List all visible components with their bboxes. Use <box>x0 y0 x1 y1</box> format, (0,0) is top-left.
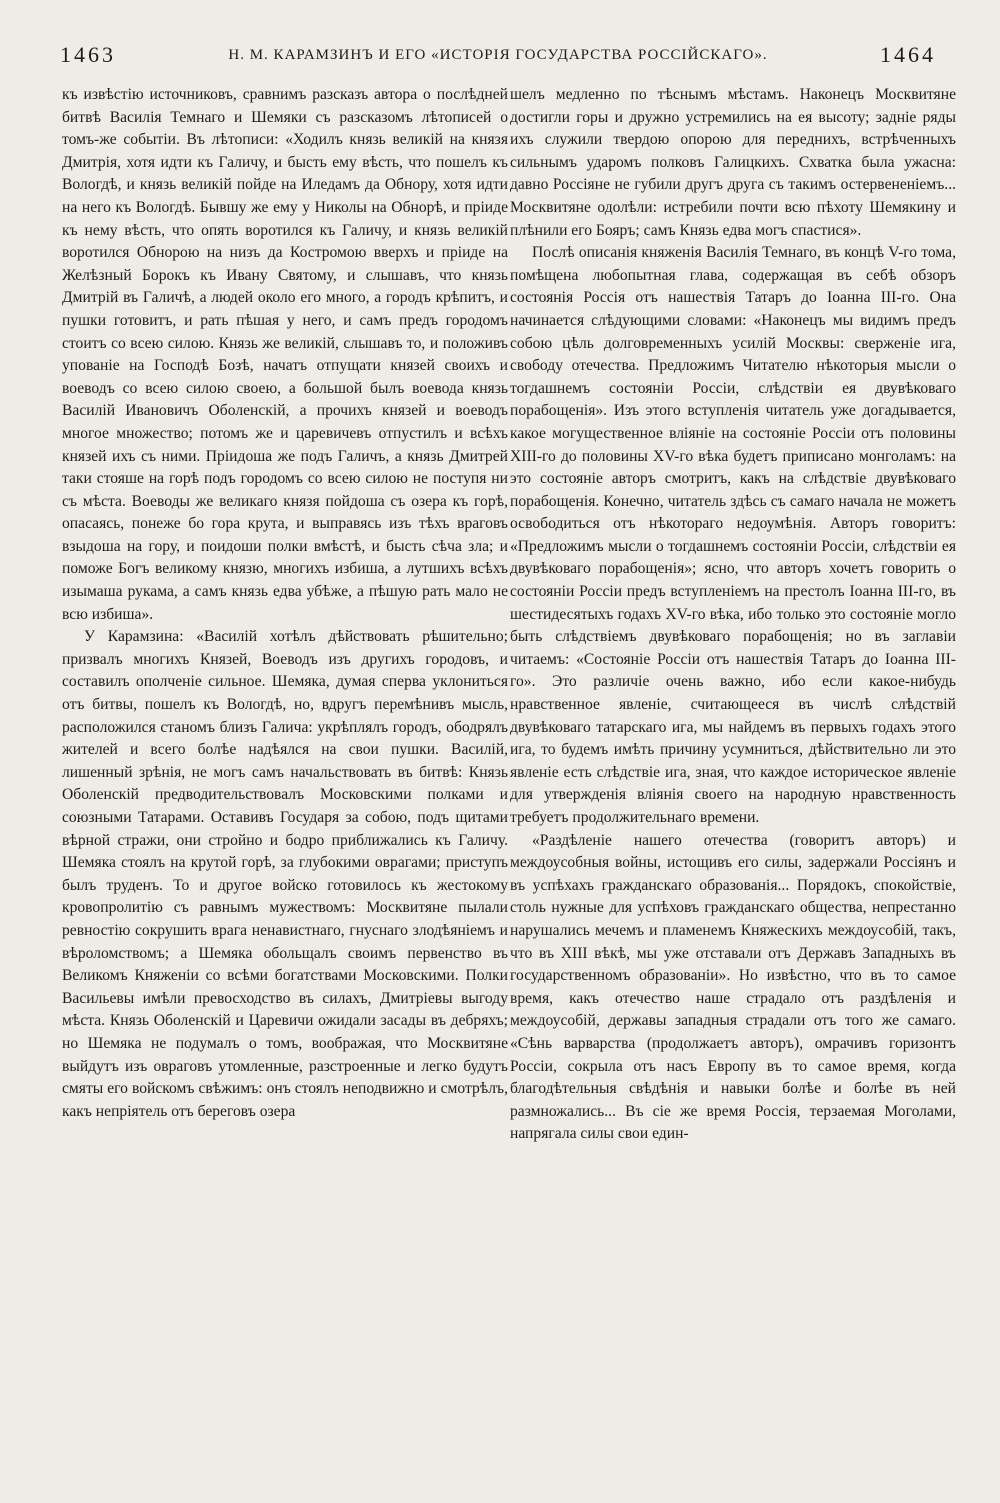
left-column <box>62 84 508 1474</box>
running-title: Н. М. КАРАМЗИНЪ И ЕГО «ИСТОРІЯ ГОСУДАРСТВА РОССІЙСКАГО». <box>228 46 768 63</box>
paragraph: шелъ медленно по тѣснымъ мѣстамъ. Наконецъ Москвитяне достигли горы и дружно устремились на ея высоту; задніе ряды ихъ служили твердою опорою для переднихъ, встрѣченныхъ сильнымъ ударомъ полковъ Галицкихъ. Схватка была ужасна: давно Россіяне не губили другъ друга съ такимъ остервененіемъ... Москвитяне одолѣли: истребили почти всю пѣхоту Шемякину и плѣнили его Бояръ; самъ Князь едва могъ спастися». <box>510 86 956 239</box>
paragraph: Послѣ описанія княженія Василія Темнаго, въ концѣ V-го тома, помѣщена любопытная глава, содержащая въ себѣ обзоръ состоянія Россія отъ нашествія Татаръ до Іоанна III-го. Она начинается слѣдующими словами: «Наконецъ мы видимъ предъ собою цѣль долговременныхъ усилій Москвы: сверженіе ига, свободу отечества. Предложимъ Читателю нѣкоторыя мысли о тогдашнемъ состояніи Россіи, слѣдствіи ея двувѣковаго порабощенія». Изъ этого вступленія читатель уже догадывается, какое могущественное вліяніе на состояніе Россіи отъ половины XIII-го до половины XV-го вѣка будетъ приписано монголамъ: на это состояніе авторъ смотритъ, какъ на слѣдствіе двувѣковаго порабощенія. Конечно, читатель здѣсь съ самаго начала не можетъ освободиться отъ нѣкотораго недоумѣнія. Авторъ говоритъ: «Предложимъ мысли о тогдашнемъ состояніи Россіи, слѣдствіи ея двувѣковаго порабощенія»; ясно, что авторъ хочетъ говорить о состояніи Россіи предъ вступленіемъ на престолъ Іоанна III-го, въ шестидесятыхъ годахъ XV-го вѣка, ибо только это состояніе могло быть слѣдствіемъ двувѣковаго порабощенія; но въ заглавіи читаемъ: «Состояніе Россіи отъ нашествія Татаръ до Іоанна III-го». Это различіе очень важно, ибо если какое-нибудь нравственное явленіе, считающееся въ числѣ слѣдствій двувѣковаго татарскаго ига, мы найдемъ въ первыхъ годахъ этого ига, то будемъ имѣть причину усумниться, дѣйствительно ли это явленіе есть слѣдствіе ига, зная, что каждое историческое явленіе для утвержденія вліянія своего на народную нравственность требуетъ продолжительнаго времени. <box>510 244 956 826</box>
left-page-number: 1463 <box>60 42 116 67</box>
paragraph: къ извѣстію источниковъ, сравнимъ разсказъ автора о послѣдней битвѣ Василія Темнаго и Шемяки съ разсказомъ лѣтописей о томъ-же событіи. Въ лѣтописи: «Ходилъ князь великій на князя Дмитрія, хотя идти къ Галичу, и бысть ему вѣсть, что пошелъ къ Вологдѣ, и князь великій пойде на Иледамъ да Обнору, хотя идти на него къ Вологдѣ. Бывшу же ему у Николы на Обнорѣ, и пріиде къ нему вѣсть, что опять воротился къ Галичу, и князь великій воротился Обнорою на низъ да Костромою вверхъ и пріиде на Желѣзный Борокъ къ Ивану Святому, и слышавъ, что князь Дмитрій въ Галичѣ, а людей около его много, а городъ крѣпитъ, и пушки готовитъ, и рать пѣшая у него, и самъ предъ городомъ стоитъ со всею силою. Князь же великій, слышавъ то, и положивъ упованіе на Господѣ Бозѣ, начатъ отпущати князей своихъ и воеводъ со всею силою своею, а большой былъ воевода князь Василій Ивановичъ Оболенскій, а прочихъ князей и воеводъ многое множество; потомъ же и царевичевъ отпустилъ и всѣхъ князей ихъ съ ними. Пріидоша же подъ Галичъ, а князь Дмитрей таки стояше на горѣ подъ городомъ со всею силою не поступя ни съ мѣста. Воеводы же великаго князя пойдоша съ озера къ горѣ, опасаясь, понеже бо гора крута, и выправясь изъ тѣхъ враговъ взыдоша на гору, и поидоши полки вмѣстѣ, и бысть сѣча зла; и поможе Богъ великому князю, многихъ избиша, а лутшихъ всѣхъ изымаша рукама, а самъ князь едва убѣже, а пѣшую рать мало не всю избиша». <box>62 86 508 623</box>
paragraph: «Раздѣленіе нашего отечества (говоритъ авторъ) и междоусобныя войны, истощивъ его силы, задержали Россіянъ и въ успѣхахъ гражданскаго образованія... Порядокъ, спокойствіе, столь нужные для успѣховъ гражданскаго общества, непрестанно нарушались мечемъ и пламенемъ Княжескихъ междоусобій, такъ, что въ XIII вѣкѣ, мы уже отставали отъ Державъ Западныхъ въ государственномъ образованіи». Но извѣстно, что въ то самое время, какъ отечество наше страдало отъ раздѣленія и междоусобій, державы западныя страдали отъ того же самаго. «Сѣнь варварства (продолжаетъ авторъ), омрачивъ горизонтъ Россіи, сокрыла отъ насъ Европу въ то самое время, когда благодѣтельныя свѣдѣнія и навыки болѣе и болѣе въ ней размножались... Въ сіе же время Россія, терзаемая Моголами, напрягала силы свои един- <box>510 831 956 1143</box>
right-column <box>510 84 956 1474</box>
running-header <box>60 38 936 72</box>
paragraph: У Карамзина: «Василій хотѣлъ дѣйствовать рѣшительно; призвалъ многихъ Князей, Воеводъ изъ другихъ городовъ, и составилъ ополченіе сильное. Шемяка, думая сперва уклониться отъ битвы, пошелъ къ Вологдѣ, но, вдругъ перемѣнивъ мысль, расположился станомъ близъ Галича: укрѣплялъ городъ, ободрялъ жителей и всего болѣе надѣялся на свои пушки. Василій, лишенный зрѣнія, не могъ самъ начальствовать въ битвѣ: Князь Оболенскій предводительствовалъ Московскими полками и союзными Татарами. Оставивъ Государя за собою, подъ щитами вѣрной стражи, они стройно и бодро приближались къ Галичу. Шемяка стоялъ на крутой горѣ, за глубокими оврагами; приступъ былъ труденъ. То и другое войско готовилось къ жестокому кровопролитію съ равнымъ мужествомъ: Москвитяне пылали ревностію сокрушить врага ненавистнаго, гнуснаго злодѣяніемъ и вѣроломствомъ; а Шемяка обольщалъ своимъ первенство въ Великомъ Княженіи со всѣми богатствами Московскими. Полки Васильевы имѣли превосходство въ силахъ, Дмитріевы выгоду мѣста. Князь Оболенскій и Царевичи ожидали засады въ дебряхъ; но Шемяка не подумалъ о томъ, воображая, что Москвитяне выйдутъ изъ овраговъ утомленные, разстроенные и легко будутъ смяты его войскомъ свѣжимъ: онъ стоялъ неподвижно и смотрѣлъ, какъ непріятель отъ береговъ озера <box>62 628 508 1120</box>
right-page-number: 1464 <box>879 42 936 67</box>
